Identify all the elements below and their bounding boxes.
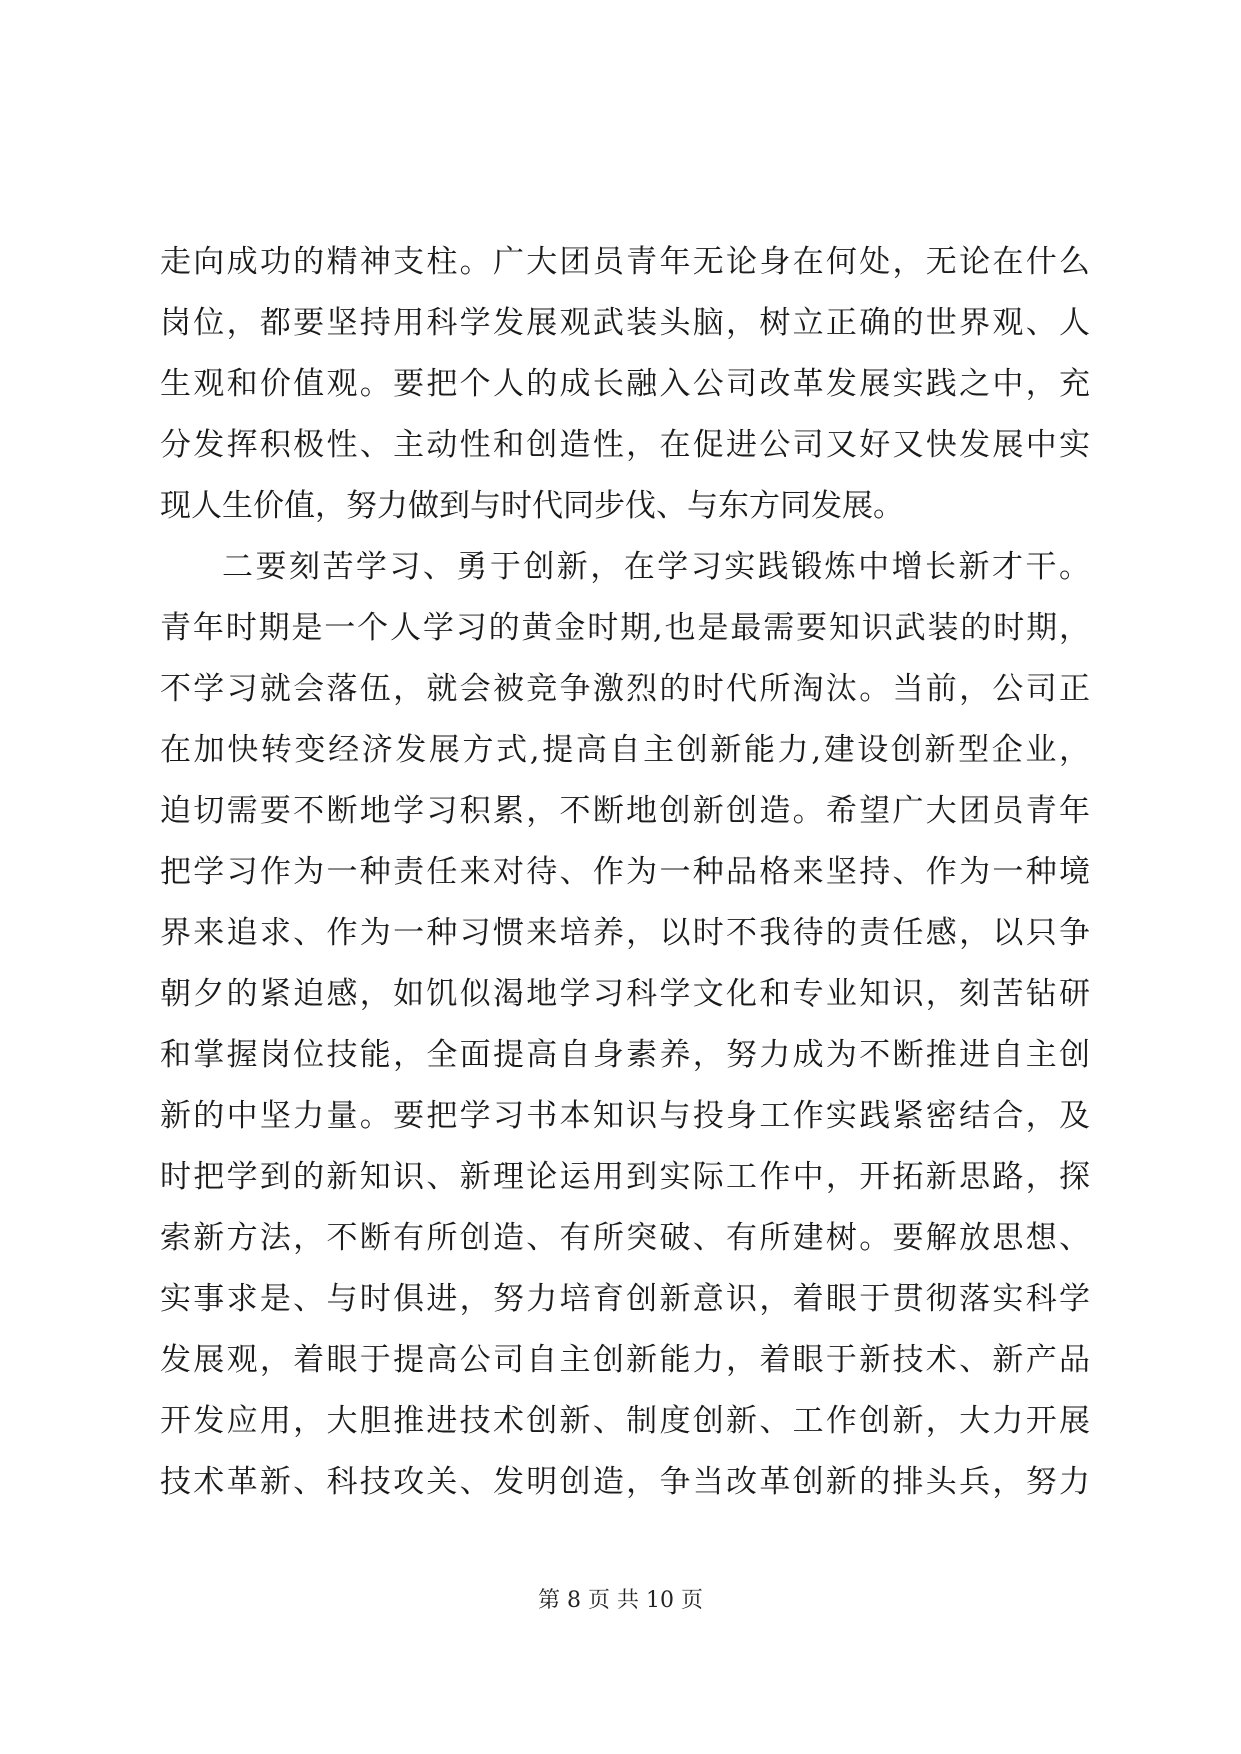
text-line: 现人生价值，努力做到与时代同步伐、与东方同发展。 bbox=[160, 488, 904, 524]
text-line: 岗位，都要坚持用科学发展观武装头脑，树立正确的世界观、人 bbox=[160, 305, 1090, 341]
text-line: 发展观，着眼于提高公司自主创新能力，着眼于新技术、新产品 bbox=[160, 1342, 1090, 1378]
text-line: 朝夕的紧迫感，如饥似渴地学习科学文化和专业知识，刻苦钻研 bbox=[160, 976, 1090, 1012]
text-line: 走向成功的精神支柱。广大团员青年无论身在何处，无论在什么 bbox=[160, 244, 1090, 280]
body-text bbox=[160, 232, 1090, 1513]
text-line: 把学习作为一种责任来对待、作为一种品格来坚持、作为一种境 bbox=[160, 854, 1090, 890]
text-line: 界来追求、作为一种习惯来培养，以时不我待的责任感，以只争 bbox=[160, 915, 1090, 951]
text-line: 新的中坚力量。要把学习书本知识与投身工作实践紧密结合，及 bbox=[160, 1098, 1090, 1134]
text-line: 技术革新、科技攻关、发明创造，争当改革创新的排头兵，努力 bbox=[160, 1464, 1090, 1500]
text-line: 和掌握岗位技能，全面提高自身素养，努力成为不断推进自主创 bbox=[160, 1037, 1090, 1073]
text-line: 生观和价值观。要把个人的成长融入公司改革发展实践之中，充 bbox=[160, 366, 1090, 402]
text-line: 在加快转变经济发展方式,提高自主创新能力,建设创新型企业， bbox=[160, 732, 1090, 768]
text-line: 青年时期是一个人学习的黄金时期,也是最需要知识武装的时期， bbox=[160, 610, 1090, 646]
paragraph-first-line: 二要刻苦学习、勇于创新，在学习实践锻炼中增长新才干。 bbox=[222, 549, 1090, 585]
text-line: 索新方法，不断有所创造、有所突破、有所建树。要解放思想、 bbox=[160, 1220, 1090, 1256]
text-line: 分发挥积极性、主动性和创造性，在促进公司又好又快发展中实 bbox=[160, 427, 1090, 463]
page-number-footer: 第 8 页 共 10 页 bbox=[538, 1588, 703, 1613]
text-line: 实事求是、与时俱进，努力培育创新意识，着眼于贯彻落实科学 bbox=[160, 1281, 1090, 1317]
text-line: 开发应用，大胆推进技术创新、制度创新、工作创新，大力开展 bbox=[160, 1403, 1090, 1439]
text-line: 时把学到的新知识、新理论运用到实际工作中，开拓新思路，探 bbox=[160, 1159, 1090, 1195]
text-line: 迫切需要不断地学习积累，不断地创新创造。希望广大团员青年 bbox=[160, 793, 1090, 829]
text-line: 不学习就会落伍，就会被竞争激烈的时代所淘汰。当前，公司正 bbox=[160, 671, 1090, 707]
